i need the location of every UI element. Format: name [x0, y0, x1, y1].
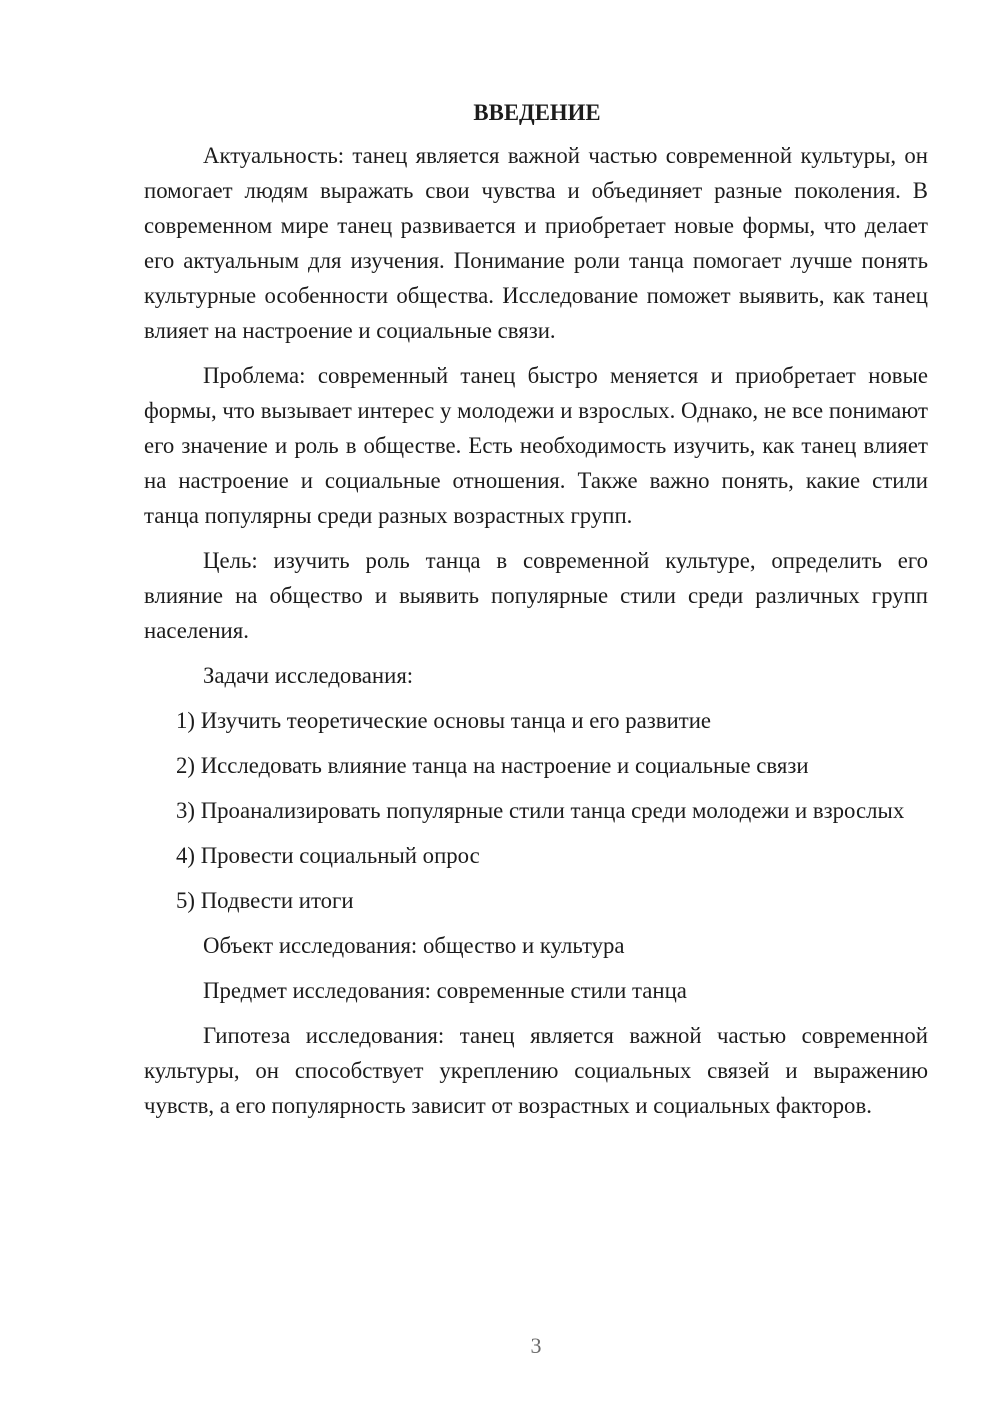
task-item-1: 1) Изучить теоретические основы танца и его развитие — [176, 708, 712, 733]
task-item-3: 3) Проанализировать популярные стили танца среди молодежи и взрослых — [176, 798, 905, 823]
section-title: ВВЕДЕНИЕ — [473, 100, 601, 125]
document-page — [144, 95, 928, 1133]
hypothesis-paragraph: Гипотеза исследования: танец является важной частью современной культуры, он способствует укреплению социальных связей и выражению чувств, а его популярность зависит от возрастных и социальных факторов. — [144, 1023, 928, 1118]
relevance-paragraph: Актуальность: танец является важной частью современной культуры, он помогает людям выражать свои чувства и объединяет разные поколения. В современном мире танец развивается и приобретает новые формы, что делает его актуальным для изучения. Понимание роли танца помогает лучше понять культурные особенности общества. Исследование поможет выявить, как танец влияет на настроение и социальные связи. — [144, 143, 928, 343]
task-item-5: 5) Подвести итоги — [176, 888, 354, 913]
research-subject: Предмет исследования: современные стили танца — [203, 978, 687, 1003]
research-object: Объект исследования: общество и культура — [203, 933, 625, 958]
goal-paragraph: Цель: изучить роль танца в современной культуре, определить его влияние на общество и выявить популярные стили среди различных групп населения. — [144, 548, 928, 643]
tasks-list — [144, 703, 928, 918]
problem-paragraph: Проблема: современный танец быстро меняется и приобретает новые формы, что вызывает интерес у молодежи и взрослых. Однако, не все понимают его значение и роль в обществе. Есть необходимость изучить, как танец влияет на настроение и социальные отношения. Также важно понять, какие стили танца популярны среди разных возрастных групп. — [144, 363, 928, 528]
tasks-heading: Задачи исследования: — [203, 663, 414, 688]
task-item-4: 4) Провести социальный опрос — [176, 843, 480, 868]
page-number: 3 — [530, 1333, 542, 1358]
task-item-2: 2) Исследовать влияние танца на настроение и социальные связи — [176, 753, 809, 778]
